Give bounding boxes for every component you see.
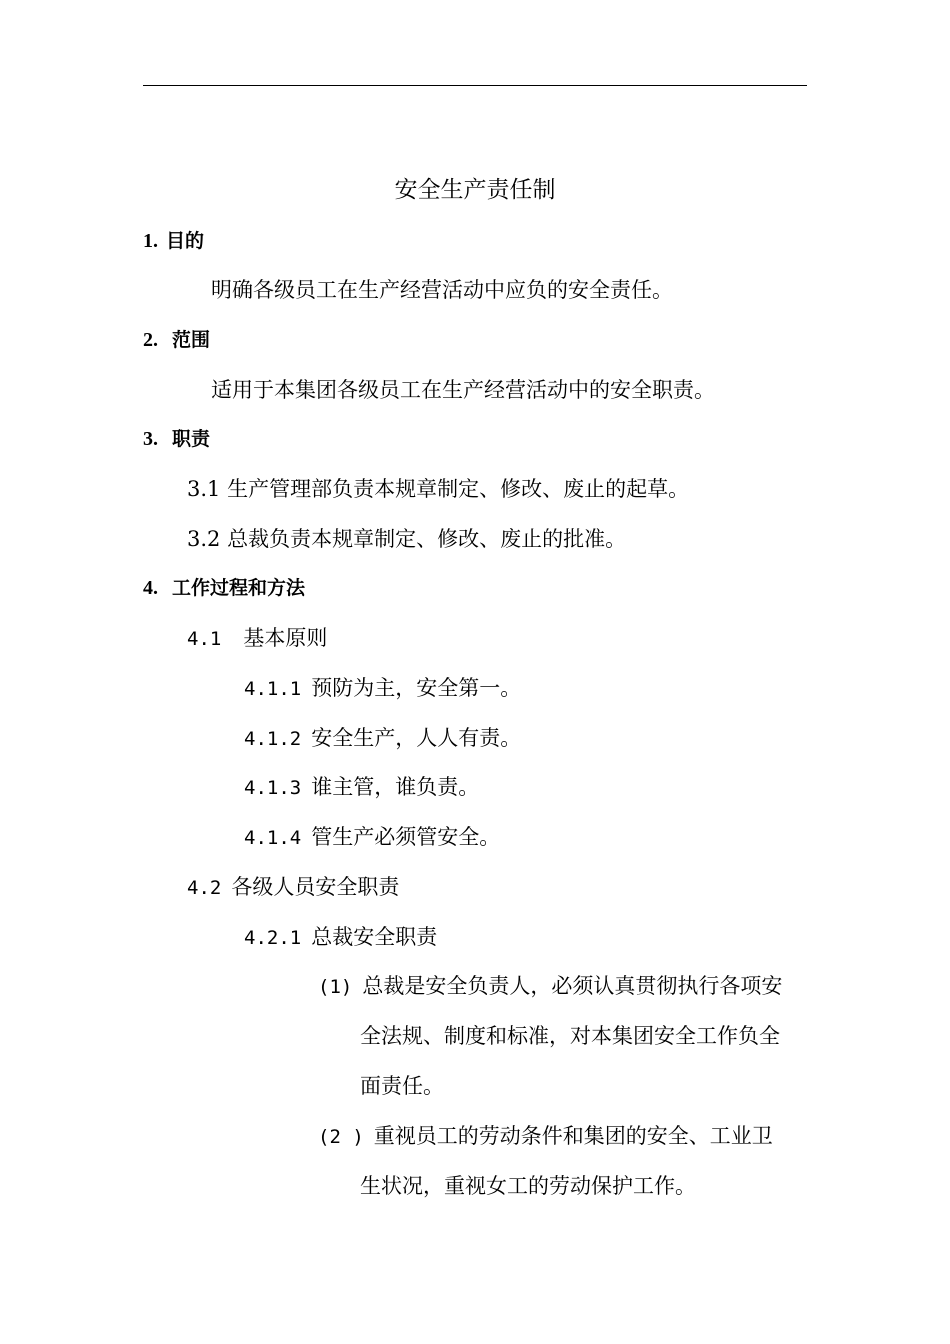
subsection-4-2-1-number: 4.2.1	[244, 927, 302, 949]
section-3-heading	[143, 425, 210, 453]
duty-2-marker: (2 )	[318, 1126, 364, 1148]
principle-4-1-3	[244, 773, 479, 802]
subsection-4-2	[187, 873, 399, 902]
section-3-item-1: 3.1 生产管理部负责本规章制定、修改、废止的起草。	[187, 477, 690, 501]
principle-4-1-2	[244, 724, 521, 753]
section-3-item-2: 3.2 总裁负责本规章制定、修改、废止的批准。	[187, 527, 627, 551]
section-1-number: 1.	[143, 230, 158, 252]
principle-number: 4.1.2	[244, 728, 302, 750]
principle-number: 4.1.3	[244, 777, 302, 799]
section-1-heading	[143, 227, 204, 255]
document-title: 安全生产责任制	[394, 177, 556, 203]
principle-4-1-4	[244, 823, 500, 852]
section-3-number: 3.	[143, 428, 158, 450]
duty-1-text: 总裁是安全负责人，必须认真贯彻执行各项安	[362, 974, 783, 998]
subsection-4-1-label: 基本原则	[243, 626, 328, 650]
section-3-title: 职责	[172, 428, 211, 450]
principle-text: 安全生产，人人有责。	[311, 726, 522, 750]
duty-1-line-1	[318, 972, 782, 1001]
subsection-4-2-1-label: 总裁安全职责	[311, 925, 438, 949]
section-4-number: 4.	[143, 577, 158, 599]
principle-number: 4.1.4	[244, 827, 302, 849]
principle-number: 4.1.1	[244, 678, 302, 700]
principle-text: 谁主管，谁负责。	[311, 775, 480, 799]
section-4-title: 工作过程和方法	[172, 577, 306, 599]
duty-2-line-2: 生状况，重视女工的劳动保护工作。	[360, 1174, 696, 1198]
principle-4-1-1	[244, 674, 521, 703]
header-rule	[143, 85, 807, 86]
subsection-4-1-number: 4.1	[187, 628, 222, 650]
section-1-body: 明确各级员工在生产经营活动中应负的安全责任。	[211, 278, 673, 302]
duty-1-line-2: 全法规、制度和标准，对本集团安全工作负全	[360, 1024, 780, 1048]
principle-text: 预防为主，安全第一。	[311, 676, 522, 700]
section-2-body: 适用于本集团各级员工在生产经营活动中的安全职责。	[211, 378, 715, 402]
subsection-4-1	[187, 624, 327, 653]
section-4-heading	[143, 574, 305, 602]
duty-1-line-3: 面责任。	[360, 1074, 444, 1098]
section-2-title: 范围	[172, 329, 211, 351]
section-2-number: 2.	[143, 329, 158, 351]
duty-2-text: 重视员工的劳动条件和集团的安全、工业卫	[373, 1124, 773, 1148]
section-2-heading	[143, 326, 210, 354]
subsection-4-2-number: 4.2	[187, 877, 222, 899]
duty-2-line-1	[318, 1122, 773, 1151]
principle-text: 管生产必须管安全。	[311, 825, 501, 849]
duty-1-marker: (1)	[318, 976, 353, 998]
section-1-title: 目的	[166, 230, 205, 252]
subsection-4-2-label: 各级人员安全职责	[231, 875, 400, 899]
subsection-4-2-1	[244, 923, 437, 952]
